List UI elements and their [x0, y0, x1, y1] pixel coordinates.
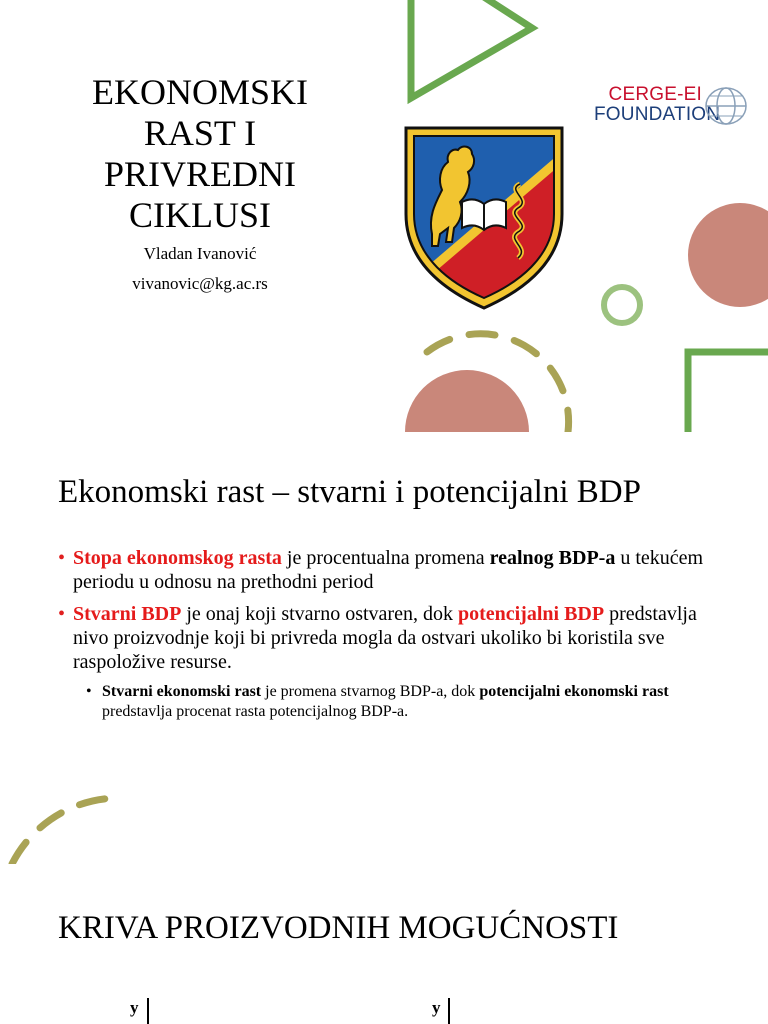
- bullet-list: [58, 546, 718, 722]
- slide-title: KRIVA PROIZVODNIH MOGUĆNOSTI: [58, 910, 619, 946]
- author-email: vivanovic@kg.ac.rs: [132, 274, 268, 293]
- university-crest-logo: [402, 124, 566, 310]
- bullet-item: [58, 546, 718, 594]
- logo-text-line2: FOUNDATION: [594, 104, 721, 125]
- slide-title: Ekonomski rast – stvarni i potencijalni BDP: [58, 474, 641, 510]
- globe-icon: [704, 86, 748, 126]
- bullet-icon: •: [58, 603, 66, 625]
- bullet-bold: realnog BDP-a: [489, 547, 616, 569]
- title-line: PRIVREDNI: [103, 154, 296, 194]
- bullet-icon: •: [86, 683, 92, 700]
- bullet-icon: •: [58, 547, 66, 569]
- title-line: RAST I: [143, 113, 257, 153]
- axis-label-y-right: y: [432, 998, 441, 1017]
- title-line: EKONOMSKI: [92, 72, 308, 112]
- sub-bullet-item: [58, 682, 718, 722]
- green-triangle-outline: [411, 0, 532, 98]
- green-ring-small: [604, 287, 640, 323]
- presentation-title: [60, 72, 340, 236]
- slide-economic-growth: [0, 432, 768, 864]
- bullet-text: u tekućem periodu u odnosu na prethodni period: [73, 547, 704, 593]
- axis-label-y-left: y: [130, 998, 139, 1017]
- bullet-item: [58, 602, 718, 674]
- bullet-term: Stopa ekonomskog rasta: [73, 547, 282, 569]
- slide-title: [0, 0, 768, 432]
- axis-line-left: [147, 998, 149, 1024]
- sub-bullet-text: je promena stvarnog BDP-a, dok: [261, 683, 480, 700]
- bullet-text: je onaj koji stvarno ostvaren, dok: [181, 603, 458, 625]
- olive-dashed-arc: [12, 798, 118, 864]
- author-name: Vladan Ivanović: [143, 244, 257, 263]
- terracotta-circle-right: [688, 203, 768, 307]
- terracotta-half-circle: [405, 370, 529, 432]
- bullet-term: potencijalni BDP: [457, 603, 605, 625]
- axis-line-right: [448, 998, 450, 1024]
- green-corner-line: [688, 352, 768, 432]
- cerge-ei-foundation-logo: [592, 84, 748, 126]
- sub-bullet-bold: Stvarni ekonomski rast: [102, 683, 262, 700]
- bullet-text: predstavlja nivo proizvodnje koji bi privreda mogla da ostvari ukoliko bi koristila sve raspoložive resurse.: [73, 603, 697, 673]
- logo-text-line1: CERGE-EI: [608, 84, 702, 105]
- bullet-text: je procentualna promena: [281, 547, 490, 569]
- sub-bullet-text: predstavlja procenat rasta potencijalnog BDP-a.: [102, 703, 409, 720]
- sub-bullet-bold: potencijalni ekonomski rast: [479, 683, 669, 700]
- bullet-term: Stvarni BDP: [73, 603, 182, 625]
- title-line: CIKLUSI: [129, 195, 271, 235]
- slide-ppf: [0, 864, 768, 1024]
